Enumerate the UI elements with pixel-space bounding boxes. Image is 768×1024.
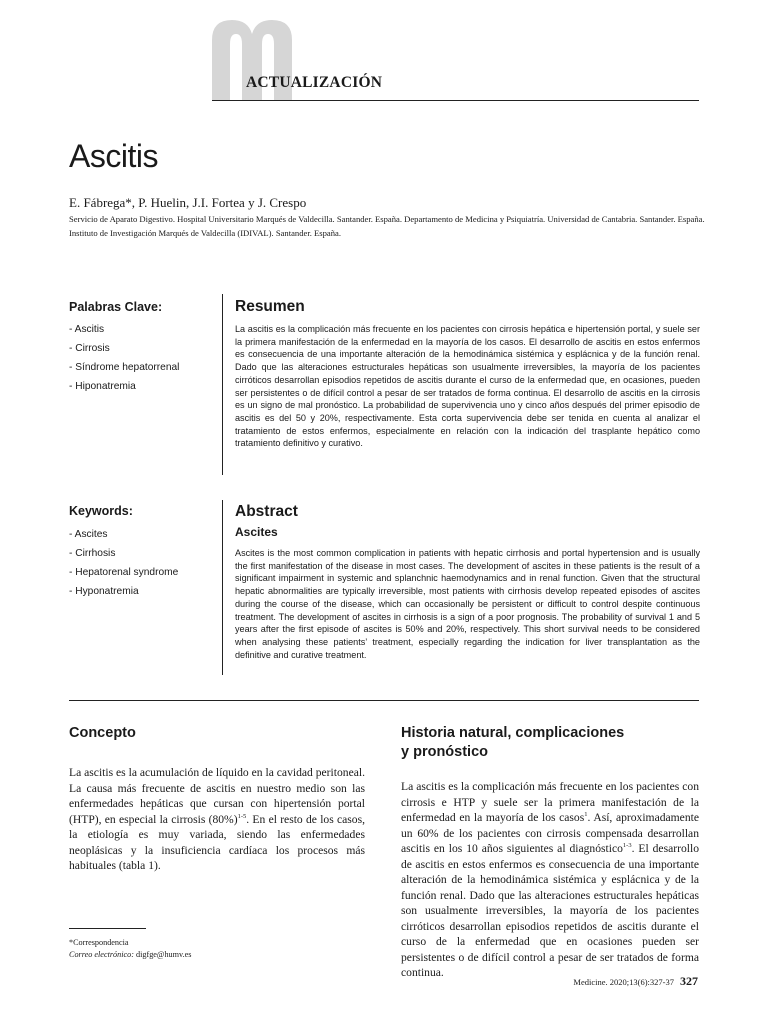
concepto-text: La ascitis es la acumulación de líquido en la cavidad peritoneal. La causa más frecuente de ascitis en nuestro medio son las enfermedades hepáticas que cursan con hipertensión portal (HTP), en especial la cirrosis $(80\%)^{1-5}$. En el resto de los casos, la etiología es muy variada, siendo las enfermedades neoplásicas y la insuficiencia cardíaca los procesos más habituales (tabla 1). xyxy=(69,766,366,872)
resumen-divider xyxy=(222,294,223,475)
section-label: ACTUALIZACIÓN xyxy=(246,74,383,91)
list-item: - Cirrosis xyxy=(69,343,110,354)
authors: E. Fábrega*, P. Huelin, J.I. Fortea y J. Crespo xyxy=(69,195,307,210)
section-rule xyxy=(69,700,699,701)
footnote-email: Correo electrónico: digfge@humv.es xyxy=(69,950,192,959)
abstract-divider xyxy=(222,500,223,675)
page-footer xyxy=(573,974,698,989)
affiliation: Servicio de Aparato Digestivo. Hospital Universitario Marqués de Valdecilla. Santander. España. Departamento de Medicina y Psiquiatría. Universidad de Cantabria. Santander. España. Instituto de Investigación Marqués de Valdecilla (IDIVAL). Santander. España. xyxy=(69,214,705,238)
historia-heading: Historia natural, complicaciones y pronóstico xyxy=(401,725,625,760)
keywords-list xyxy=(69,525,178,601)
footnote-rule xyxy=(69,928,146,929)
citation: Medicine. 2020;13(6):327-37 xyxy=(573,977,674,987)
resumen-heading: Resumen xyxy=(235,298,305,315)
resumen-text: La ascitis es la complicación más frecuente en los pacientes con cirrosis hepática e hipertensión portal, y suele ser la primera manifestación de la enfermedad en la mayoría de los casos. El desarrollo de ascitis en estos enfermos es consecuencia de una importante alteración de la hemodinámica sistémica y esplácnica y de la función renal. Dado que las alteraciones estructurales hepáticas son usualmente irreversibles, la mayoría de los pacientes cirróticos desarrollan episodios repetidos de ascitis durante el curso de la enfermedad que, en ocasiones, pueden ser persistentes o de difícil control a pesar de ser tratados de forma continua. El desarrollo de ascitis en la cirrosis es un signo de mal pronóstico. La probabilidad de supervivencia uno y cinco años después del primer episodio de ascitis es del 50 y 20%, respectivamente. Esta corta supervivencia debe ser tenida en cuenta al analizar el tratamiento de estos enfermos, especialmente en relación con la indicación del trasplante hepático como tratamiento definitivo y curativo. xyxy=(235,324,700,449)
abstract-text: Ascites is the most common complication in patients with hepatic cirrhosis and portal hypertension and is usually the first manifestation of the disease in most cases. The development of ascites in these patients is the result of a significant impairment in systemic and splanchnic haemodynamics and in renal function. Given that the structural hepatic abnormalities are typically irreversible, most patients with cirrhosis develop repeated episodes of ascites during the course of the disease, which can occasionally be persistent or difficult to control despite continuous treatment. The development of ascites in cirrhosis is a sign of a poor prognosis. The probability of survival 1 and 5 years after the first episode of ascites is 50% and 20%, respectively. This short survival needs to be considered when analysing these patients’ treatment, especially regarding the indication for liver transplantation as the definitive and curative treatment. xyxy=(235,548,700,660)
list-item: - Hyponatremia xyxy=(69,586,139,597)
list-item: - Hiponatremia xyxy=(69,381,136,392)
concepto-heading: Concepto xyxy=(69,725,136,741)
abstract-heading: Abstract xyxy=(235,503,298,520)
email-link[interactable]: digfge@humv.es xyxy=(136,950,192,959)
article-title: Ascitis xyxy=(69,138,158,174)
list-item: - Hepatorenal syndrome xyxy=(69,567,179,578)
list-item: - Síndrome hepatorrenal xyxy=(69,362,180,373)
keywords-heading: Keywords: xyxy=(69,504,133,518)
list-item: - Ascites xyxy=(69,529,108,540)
list-item: - Cirrhosis xyxy=(69,548,116,559)
historia-text: La ascitis es la complicación más frecuente en los pacientes con cirrosis e HTP y suele ser la primera manifestación de la enfermedad en la mayoría de los casos$^1$. Así, aproximadamente un 60% de los pacientes con cirrosis compensada desarrollan ascitis en los 10 años siguientes al diagnóstico$^{1-3}$. El desarrollo de ascitis en estos enfermos es consecuencia de una importante alteración de la hemodinámica sistémica y esplácnica y de la función renal. Dado que las alteraciones estructurales hepáticas son usualmente irreversibles, la mayoría de los pacientes cirróticos desarrollan episodios repetidos de ascitis durante el curso de la enfermedad que en ocasiones pueden ser persistentes o de difícil control a pesar de ser tratados de forma continua. xyxy=(401,780,699,979)
abstract-subheading: Ascites xyxy=(235,525,278,539)
palabras-clave-heading: Palabras Clave: xyxy=(69,300,163,314)
footnote-correspondence: *Correspondencia xyxy=(69,938,129,947)
header-rule xyxy=(212,100,699,101)
list-item: - Ascitis xyxy=(69,324,105,335)
palabras-clave-list xyxy=(69,320,179,396)
page-number: 327 xyxy=(680,974,698,988)
